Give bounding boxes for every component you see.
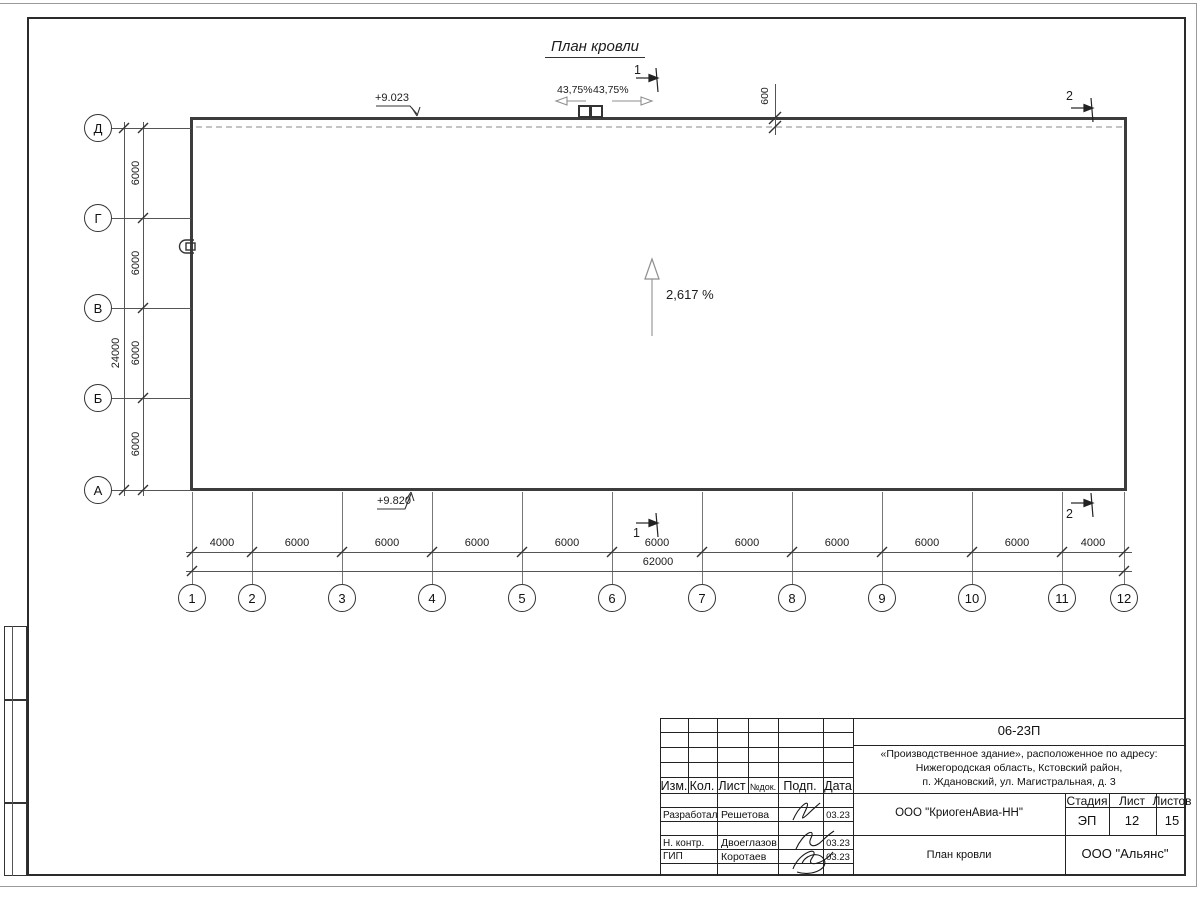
row-axis-bubble: В: [84, 294, 112, 322]
titleblock-line: [660, 835, 1186, 836]
sheet-value: 12: [1124, 813, 1140, 828]
role-label: Н. контр.: [663, 838, 705, 849]
titleblock-line: [660, 777, 853, 778]
role-date: 03.23: [826, 852, 850, 863]
project-address-line1: «Производственное здание», расположенное по адресу:: [880, 748, 1158, 760]
col-dim-label: 6000: [734, 537, 760, 549]
titleblock-line: [660, 747, 853, 748]
header-kol: Кол.: [689, 779, 715, 793]
stage-header: Стадия: [1066, 794, 1108, 808]
margin-box-1: [4, 626, 27, 700]
sheet-header: Лист: [1118, 794, 1146, 808]
sheets-value: 15: [1164, 813, 1180, 828]
section-mark-2-top-label: 2: [1066, 89, 1073, 103]
section-mark-1-bottom-label: 1: [633, 526, 640, 540]
row-axis-bubble: А: [84, 476, 112, 504]
col-axis-bubble: 9: [868, 584, 896, 612]
col-axis-bubble: 8: [778, 584, 806, 612]
role-name: Коротаев: [721, 851, 767, 863]
row-axis-bubble: Б: [84, 384, 112, 412]
role-name: Решетова: [721, 809, 770, 821]
col-axis-bubble: 10: [958, 584, 986, 612]
row-dim-label: 6000: [130, 431, 142, 457]
header-data: Дата: [824, 779, 852, 793]
titleblock-line: [660, 718, 661, 876]
parapet-dashed-line: [196, 126, 1122, 128]
roof-outline: [190, 117, 1127, 491]
margin-box-3: [4, 803, 27, 876]
row-axis-bubble: Г: [84, 204, 112, 232]
col-axis-bubble: 5: [508, 584, 536, 612]
total-height-label: 24000: [110, 337, 122, 369]
margin-box-divider: [12, 626, 13, 876]
total-width-label: 62000: [642, 556, 674, 568]
header-podp: Подп.: [783, 779, 817, 793]
col-dim-label: 6000: [464, 537, 490, 549]
titleblock-line: [660, 863, 853, 864]
role-label: ГИП: [663, 851, 683, 862]
dim-line-600: [775, 84, 776, 135]
slope-right-label: 43,75%: [593, 84, 629, 96]
project-code: 06-23П: [997, 723, 1041, 738]
col-axis-bubble: 2: [238, 584, 266, 612]
col-dim-label: 6000: [824, 537, 850, 549]
col-axis-bubble: 11: [1048, 584, 1076, 612]
slope-value-label: 2,617 %: [666, 287, 714, 302]
parapet-offset-label: 600: [759, 87, 771, 105]
stage-value: ЭП: [1077, 813, 1097, 828]
header-ndok: №док.: [749, 782, 777, 792]
header-izm: Изм.: [660, 779, 688, 793]
titleblock-line: [660, 807, 853, 808]
col-axis-bubble: 4: [418, 584, 446, 612]
titleblock-line: [660, 718, 1186, 719]
project-address-line2: Нижегородская область, Кстовский район,: [915, 762, 1123, 774]
elevation-bottom-label: +9.820: [377, 495, 411, 507]
col-dim-label: 6000: [554, 537, 580, 549]
col-dim-label: 4000: [1080, 537, 1106, 549]
col-axis-bubble: 12: [1110, 584, 1138, 612]
roof-hatch-right: [590, 105, 603, 118]
titleblock-line: [717, 718, 718, 876]
titleblock-line: [823, 718, 824, 876]
role-date: 03.23: [826, 838, 850, 849]
col-axis-bubble: 7: [688, 584, 716, 612]
header-list: Лист: [718, 779, 746, 793]
titleblock-line: [778, 718, 779, 876]
design-org: ООО "КриогенАвиа-НН": [895, 807, 1023, 819]
col-axis-bubble: 6: [598, 584, 626, 612]
margin-box-2: [4, 700, 27, 803]
titleblock-line: [853, 745, 1186, 746]
project-address-line3: п. Ждановский, ул. Магистральная, д. 3: [922, 776, 1116, 788]
titleblock-line: [660, 762, 853, 763]
contractor-org: ООО "Альянс": [1081, 846, 1169, 861]
col-dim-label: 6000: [644, 537, 670, 549]
col-dim-label: 6000: [1004, 537, 1030, 549]
elevation-top-label: +9.023: [375, 92, 409, 104]
sheets-header: Листов: [1152, 794, 1192, 808]
row-dim-label: 6000: [130, 160, 142, 186]
section-mark-2-bottom-label: 2: [1066, 507, 1073, 521]
col-dim-label: 6000: [374, 537, 400, 549]
titleblock-line: [853, 718, 854, 876]
row-dim-label: 6000: [130, 340, 142, 366]
titleblock-line: [660, 821, 853, 822]
titleblock-line: [660, 849, 853, 850]
dim-line-24000: [124, 122, 125, 496]
role-date: 03.23: [826, 810, 850, 821]
col-axis-bubble: 3: [328, 584, 356, 612]
col-axis-bubble: 1: [178, 584, 206, 612]
dim-line-spans: [186, 552, 1132, 553]
dim-line-6000: [143, 122, 144, 496]
sheet-title: План кровли: [926, 849, 992, 861]
titleblock-line: [1109, 793, 1110, 835]
drawing-title: План кровли: [545, 38, 645, 58]
role-label: Разработал: [663, 810, 718, 821]
row-dim-label: 6000: [130, 250, 142, 276]
col-dim-label: 6000: [914, 537, 940, 549]
col-dim-label: 6000: [284, 537, 310, 549]
titleblock-line: [660, 732, 853, 733]
role-name: Двоеглазов: [721, 837, 777, 849]
row-axis-bubble: Д: [84, 114, 112, 142]
dim-line-62000: [186, 571, 1132, 572]
slope-left-label: 43,75%: [557, 84, 593, 96]
col-dim-label: 4000: [209, 537, 235, 549]
section-mark-1-top-label: 1: [634, 63, 641, 77]
